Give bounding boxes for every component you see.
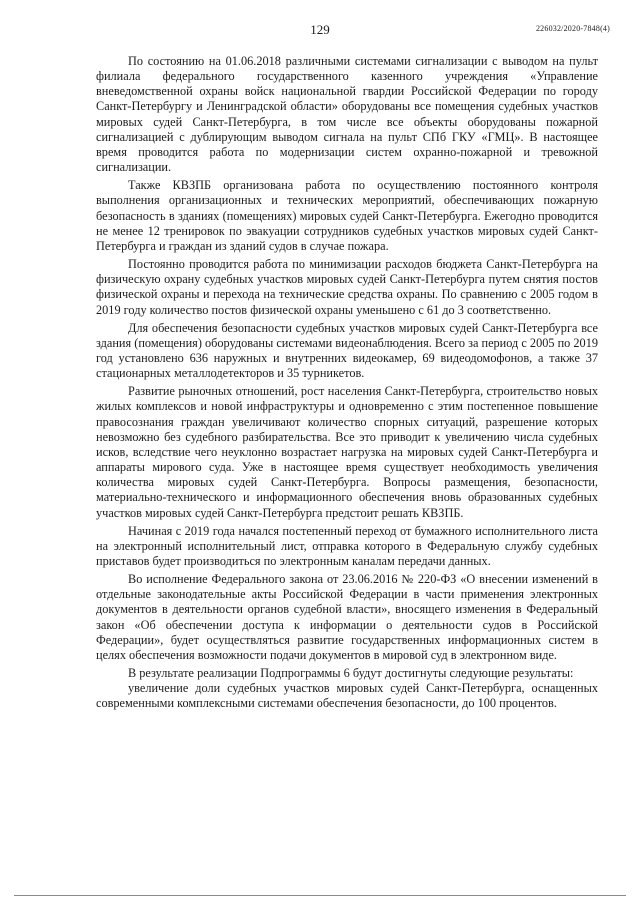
page-number: 129 bbox=[310, 22, 330, 37]
paragraph-fire-safety: Также КВЗПБ организована работа по осуществлению постоянного контроля выполнения организационных и технических мероприятий, обеспечивающих пожарную безопасность в зданиях (помещениях) мировых судей Санкт-Петербурга. Ежегодно проводится не менее 12 тренировок по эвакуации сотрудников судебных участков мировых судей Санкт-Петербурга и граждан из зданий судов в случае пожара. bbox=[96, 178, 598, 253]
paragraph-results-intro: В результате реализации Подпрограммы 6 будут достигнуты следующие результаты: bbox=[128, 666, 574, 681]
scan-edge-line bbox=[14, 895, 626, 896]
paragraph-alarm-systems: По состоянию на 01.06.2018 различными системами сигнализации с выводом на пульт филиала федерального государственного казенного учреждения «Управление вневедомственной охраны войск национальной гвардии Российской Федерации по городу Санкт-Петербургу и Ленинградской области» оборудованы все помещения судебных участков мировых судей Санкт-Петербурга, в том числе все объекты оборудованы пожарной сигнализацией с дублирующим выводом сигнала на пульт СПб ГКУ «ГМЦ». В настоящее время проводится работа по модернизации систем охранно-пожарной и тревожной сигнализации. bbox=[96, 54, 598, 175]
document-body bbox=[96, 54, 598, 712]
document-id: 226032/2020-7848(4) bbox=[535, 24, 610, 33]
paragraph-market-development: Развитие рыночных отношений, рост населения Санкт-Петербурга, строительство новых жилых комплексов и новой инфраструктуры и одновременно с этим постепенное повышение правосознания граждан увеличивают количество спорных ситуаций, разрешение которых невозможно без судебного разбирательства. Все это приводит к увеличению числа судебных исков, вследствие чего неуклонно возрастает нагрузка на мировых судей Санкт-Петербурга и аппараты мирового суда. Уже в настоящее время существует необходимость увеличения количества мировых судей Санкт-Петербурга. Вопросы размещения, безопасности, материально-технического и информационного обеспечения вновь образованных судебных участков мировых судей Санкт-Петербурга предстоит решать КВЗПБ. bbox=[96, 384, 598, 520]
paragraph-physical-guard: Постоянно проводится работа по минимизации расходов бюджета Санкт-Петербурга на физическую охрану судебных участков мировых судей Санкт-Петербурга путем снятия постов физической охраны и перехода на технические средства охраны. По сравнению с 2005 годом в 2019 году количество постов физической охраны уменьшено с 61 до 3 соответственно. bbox=[96, 257, 598, 317]
paragraph-results-item: увеличение доли судебных участков мировых судей Санкт-Петербурга, оснащенных современными комплексными системами обеспечения безопасности, до 100 процентов. bbox=[96, 681, 598, 711]
paragraph-video-surveillance: Для обеспечения безопасности судебных участков мировых судей Санкт-Петербурга все здания (помещения) оборудованы системами видеонаблюдения. Всего за период с 2005 по 2019 год установлено 636 наружных и внутренних видеокамер, 69 видеодомофонов, а также 37 стационарных металлодетекторов и 35 турникетов. bbox=[96, 320, 598, 381]
paragraph-electronic-writ: Начиная с 2019 года начался постепенный переход от бумажного исполнительного листа на электронный исполнительный лист, отправка которого в Федеральную службу судебных приставов будет производиться по электронным каналам передачи данных. bbox=[96, 523, 598, 568]
paragraph-federal-law: Во исполнение Федерального закона от 23.06.2016 № 220-ФЗ «О внесении изменений в отдельные законодательные акты Российской Федерации в части применения электронных документов в деятельности органов судебной власти», вносящего изменения в Федеральный закон «Об обеспечении доступа к информации о деятельности судов в Российской Федерации», будет осуществляться развитие государственных информационных систем в целях обеспечения возможности подачи документов в мировой суд в электронном виде. bbox=[96, 572, 598, 662]
